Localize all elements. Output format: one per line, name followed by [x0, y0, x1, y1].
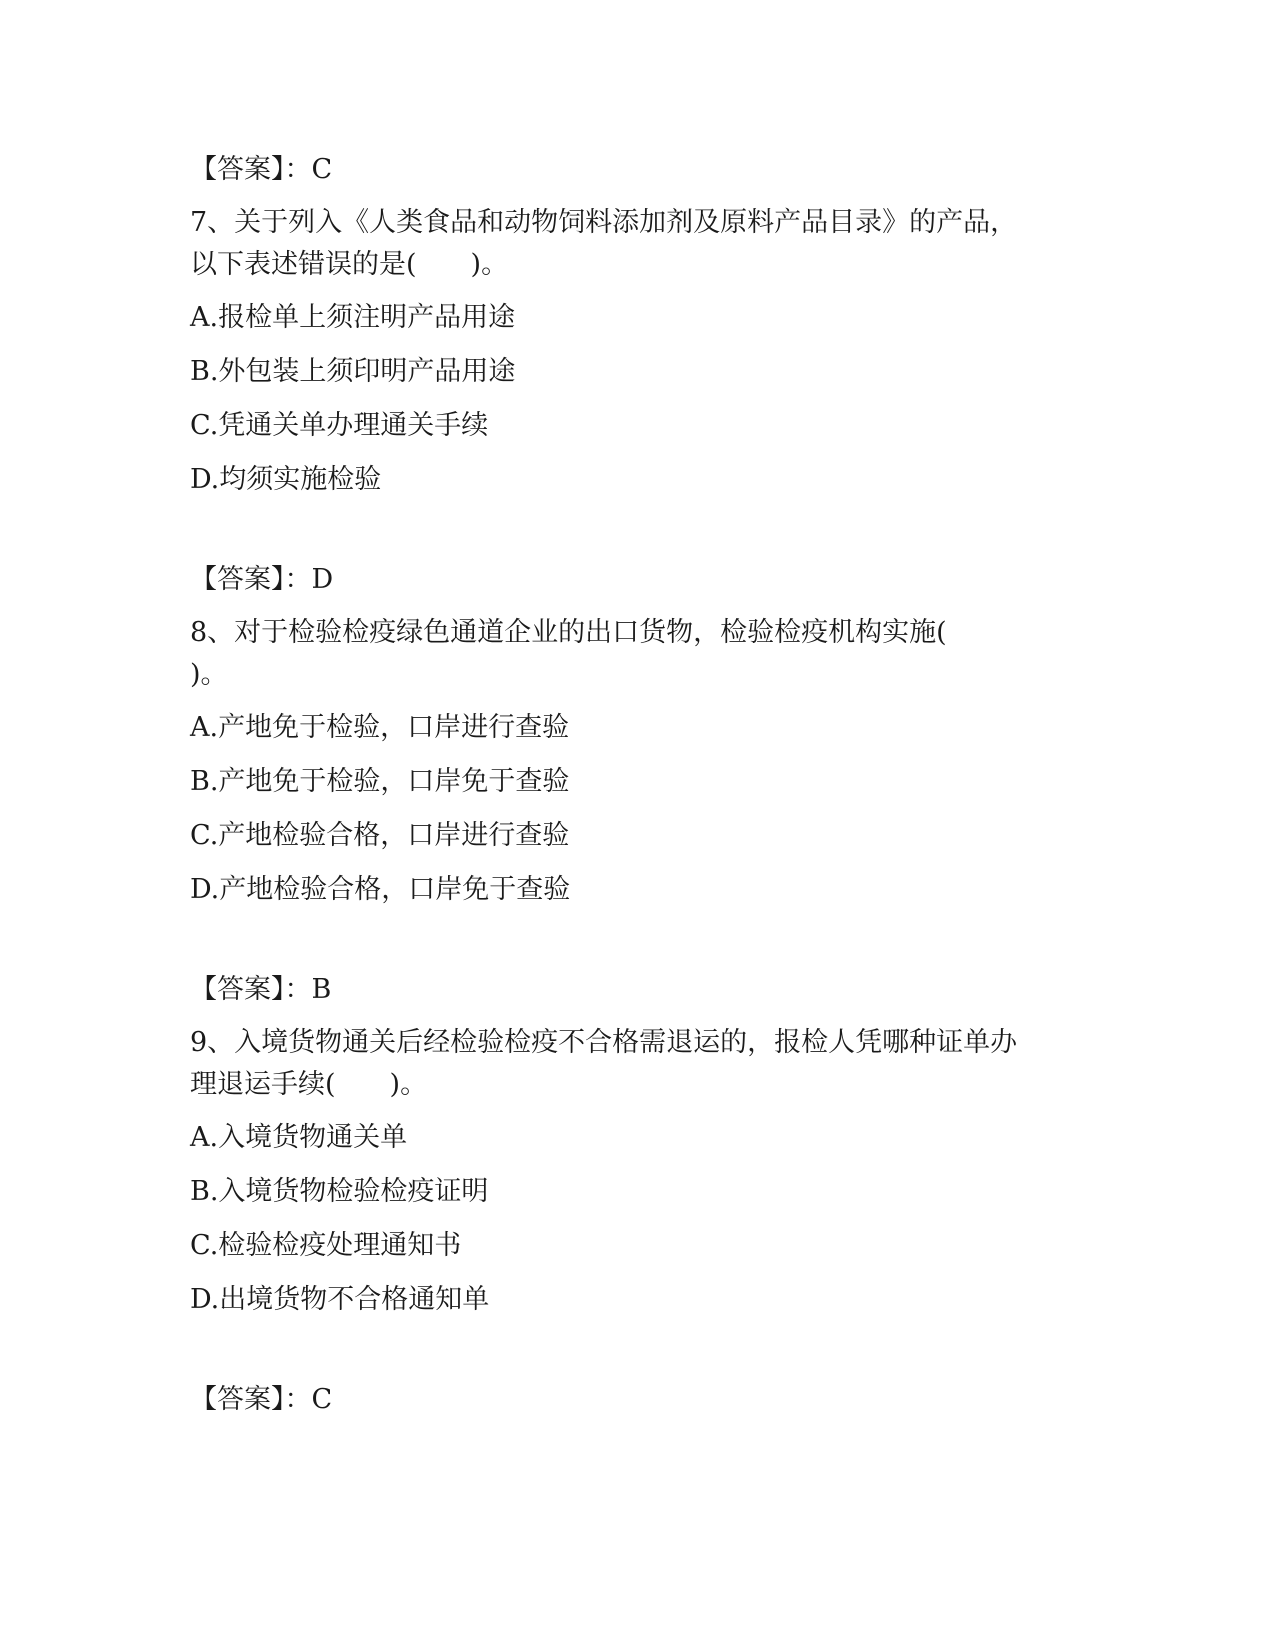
question-8-line-2: )。 — [190, 659, 228, 690]
question-7-option-d: D.均须实施检验 — [190, 464, 382, 495]
question-7-line-2: 以下表述错误的是( )。 — [190, 249, 509, 280]
question-8-line-1: 8、对于检验检疫绿色通道企业的出口货物，检验检疫机构实施( — [190, 617, 947, 648]
question-9-option-a: A.入境货物通关单 — [190, 1122, 408, 1153]
answer-label: 【答案】：D — [190, 564, 334, 595]
question-7-line-1: 7、关于列入《人类食品和动物饲料添加剂及原料产品目录》的产品， — [190, 207, 1018, 238]
question-8-option-b: B.产地免于检验，口岸免于查验 — [190, 766, 570, 797]
question-8-option-c: C.产地检验合格，口岸进行查验 — [190, 820, 570, 851]
question-9-line-2: 理退运手续( )。 — [190, 1069, 428, 1100]
question-9-option-d: D.出境货物不合格通知单 — [190, 1284, 490, 1315]
answer-label: 【答案】：B — [190, 974, 332, 1005]
answer-label: 【答案】：C — [190, 1384, 333, 1415]
question-7-option-b: B.外包装上须印明产品用途 — [190, 356, 516, 387]
answer-label: 【答案】：C — [190, 154, 333, 185]
question-9-option-c: C.检验检疫处理通知书 — [190, 1230, 462, 1261]
question-8-option-a: A.产地免于检验，口岸进行查验 — [190, 712, 570, 743]
question-9-line-1: 9、入境货物通关后经检验检疫不合格需退运的，报检人凭哪种证单办 — [190, 1027, 1018, 1058]
question-7-option-c: C.凭通关单办理通关手续 — [190, 410, 489, 441]
question-9-option-b: B.入境货物检验检疫证明 — [190, 1176, 489, 1207]
question-8-option-d: D.产地检验合格，口岸免于查验 — [190, 874, 571, 905]
question-7-option-a: A.报检单上须注明产品用途 — [190, 302, 516, 333]
